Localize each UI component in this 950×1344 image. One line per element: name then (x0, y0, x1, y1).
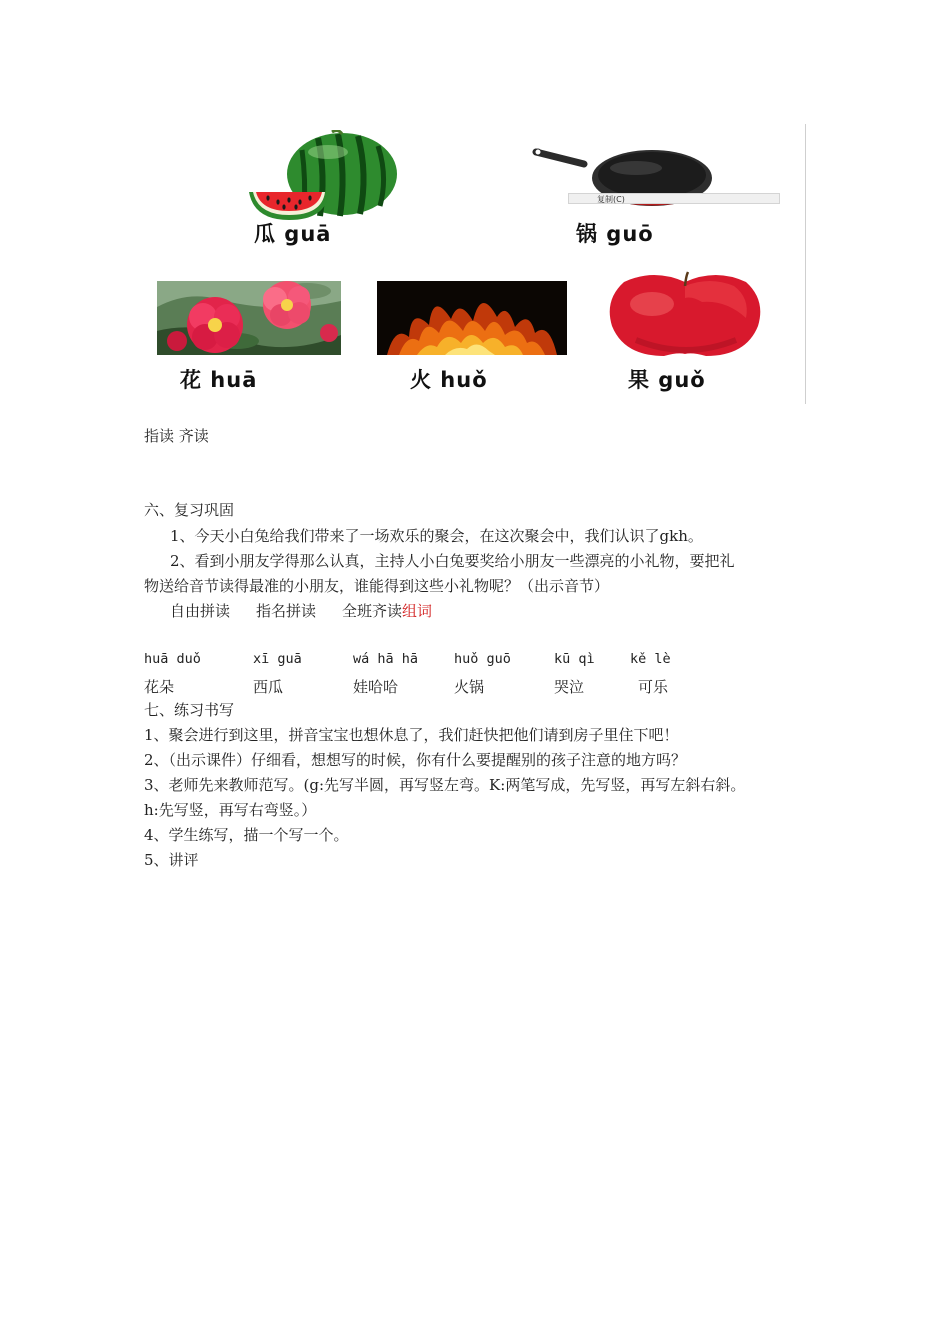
fire-image (377, 281, 567, 355)
watermelon-image (246, 130, 402, 220)
caption-guo3: 果 guǒ (628, 368, 706, 392)
flower-image (157, 281, 341, 355)
caption-huo: 火 huǒ (410, 368, 488, 392)
section-7-item-5: 5、讲评 (144, 851, 199, 869)
image-area-divider (805, 124, 806, 404)
read-instruction: 指读 齐读 (144, 427, 209, 445)
section-7-item-2: 2、（出示课件）仔细看，想想写的时候，你有什么要提醒别的孩子注意的地方吗？ (144, 751, 687, 769)
section-7-item-3a: 3、老师先来教师范写。(g:先写半圆，再写竖左弯。K:两笔写成，先写竖，再写左斜右斜。 (144, 776, 746, 794)
section-7-title: 七、练习书写 (144, 701, 235, 719)
section-6-paragraph-1: 1、今天小白兔给我们带来了一场欢乐的聚会，在这次聚会中，我们认识了gkh。 (170, 527, 703, 545)
word-pinyin: huā duǒ (144, 651, 201, 667)
caption-guo: 锅 guō (576, 222, 654, 246)
activity-line (170, 601, 432, 621)
section-7-item-3b: h:先写竖，再写右弯竖。） (144, 801, 317, 819)
caption-hua: 花 huā (180, 368, 258, 392)
apple-image (606, 270, 764, 358)
word-hanzi: 西瓜 (253, 678, 284, 696)
word-hanzi: 火锅 (454, 678, 485, 696)
word-pinyin: wá hā hā (353, 651, 419, 667)
section-7-item-1: 1、聚会进行到这里，拼音宝宝也想休息了，我们赶快把他们请到房子里住下吧！ (144, 726, 679, 744)
caption-gua: 瓜 guā (254, 222, 332, 246)
activity-word-building: 组词 (402, 602, 433, 620)
section-6-paragraph-2b: 物送给音节读得最准的小朋友，谁能得到这些小礼物呢？（出示音节） (144, 577, 610, 595)
word-pinyin: kū qì (554, 651, 595, 667)
word-pinyin: xī guā (253, 651, 302, 667)
word-hanzi: 花朵 (144, 678, 175, 696)
word-hanzi: 可乐 (638, 678, 669, 696)
section-6-title: 六、复习巩固 (144, 501, 235, 519)
copy-context-menu[interactable]: 复制(C) (568, 193, 780, 204)
word-hanzi: 哭泣 (554, 678, 585, 696)
activity-named-reading: 指名拼读 (256, 602, 317, 620)
section-7-item-4: 4、学生练写，描一个写一个。 (144, 826, 349, 844)
activity-class-reading: 全班齐读 (342, 602, 403, 620)
word-pinyin: kě lè (630, 651, 671, 667)
activity-free-reading: 自由拼读 (170, 602, 231, 620)
word-pinyin: huǒ guō (454, 651, 511, 667)
section-6-paragraph-2a: 2、看到小朋友学得那么认真，主持人小白兔要奖给小朋友一些漂亮的小礼物，要把礼 (170, 552, 735, 570)
word-hanzi: 娃哈哈 (353, 678, 399, 696)
